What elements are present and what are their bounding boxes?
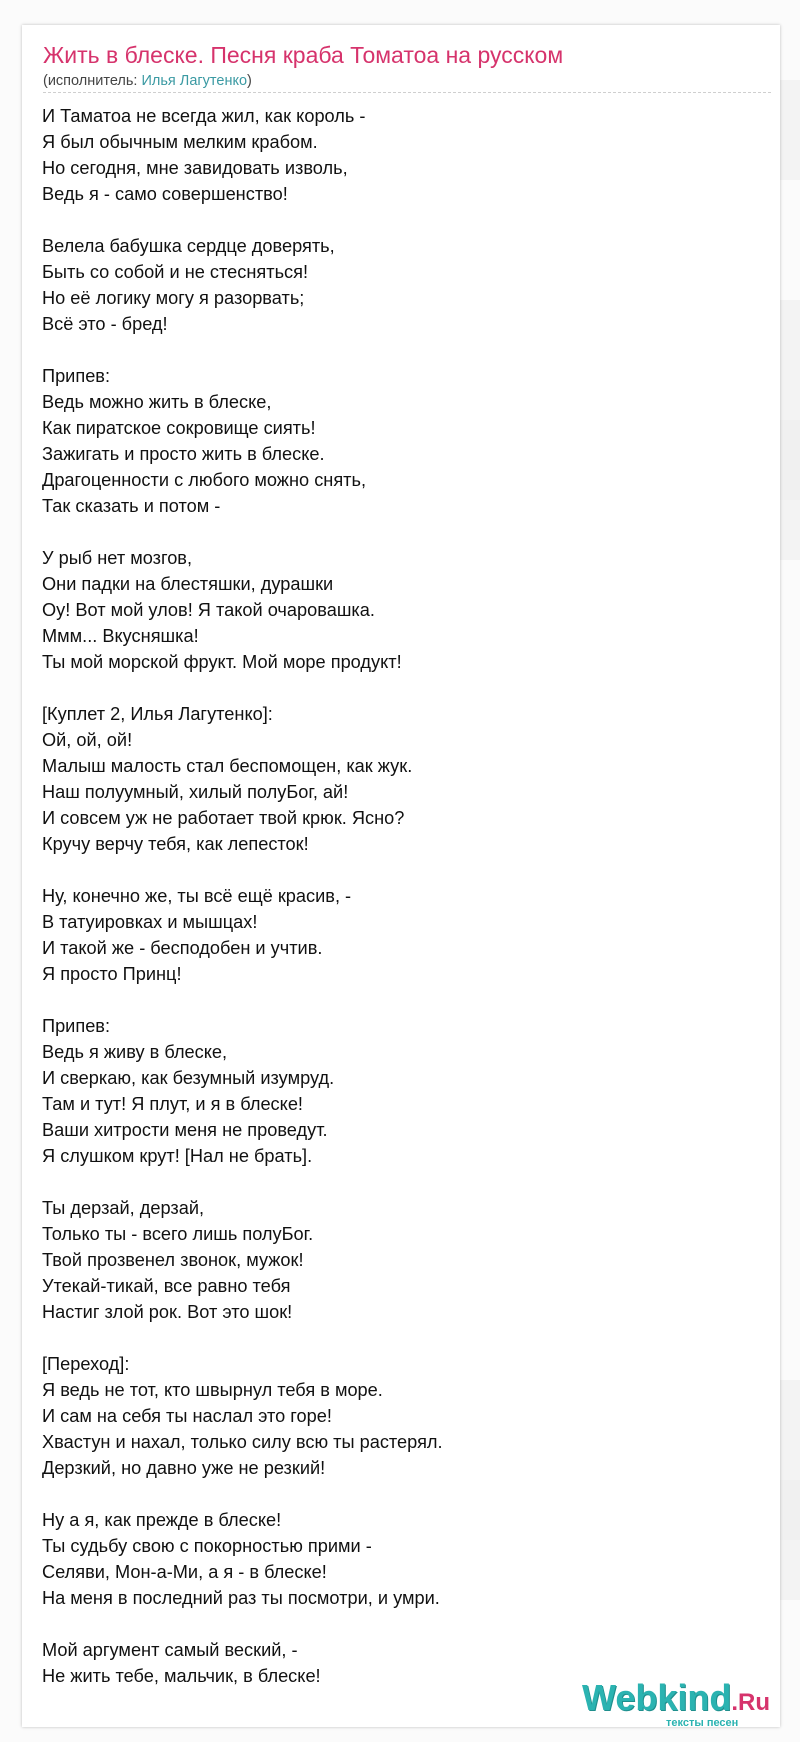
lyrics-line: Наш полуумный, хилый полуБог, ай! bbox=[42, 782, 349, 802]
lyrics-line: На меня в последний раз ты посмотри, и умри. bbox=[42, 1588, 440, 1608]
lyrics-line: Всё это - бред! bbox=[42, 314, 168, 334]
lyrics-line: Утекай-тикай, все равно тебя bbox=[42, 1276, 291, 1296]
lyrics-line: Ведь я живу в блеске, bbox=[42, 1042, 228, 1062]
lyrics-line: Там и тут! Я плут, и я в блеске! bbox=[42, 1094, 303, 1114]
lyrics-line: Я был обычным мелким крабом. bbox=[42, 132, 318, 152]
lyrics-line: Ты мой морской фрукт. Мой море продукт! bbox=[42, 652, 402, 672]
performer-suffix: ) bbox=[247, 73, 252, 89]
lyrics-line: Ведь я - само совершенство! bbox=[42, 184, 288, 204]
lyrics-line: Как пиратское сокровище сиять! bbox=[42, 418, 316, 438]
lyrics-line: [Переход]: bbox=[42, 1354, 130, 1374]
lyrics-line: Драгоценности с любого можно снять, bbox=[42, 470, 367, 490]
performer-prefix: (исполнитель: bbox=[43, 73, 142, 89]
logo-wordmark: Webkind.Ru bbox=[582, 1677, 771, 1718]
lyrics-line: Хвастун и нахал, только силу всю ты растерял. bbox=[42, 1432, 443, 1452]
performer-line bbox=[43, 73, 252, 89]
lyrics-stanza bbox=[42, 1351, 742, 1481]
lyrics-line: И сверкаю, как безумный изумруд. bbox=[42, 1068, 335, 1088]
header-divider bbox=[43, 92, 771, 93]
lyrics-text bbox=[42, 103, 742, 1715]
lyrics-line: [Куплет 2, Илья Лагутенко]: bbox=[42, 704, 273, 724]
lyrics-line: В татуировках и мышцах! bbox=[42, 912, 258, 932]
lyrics-line: Кручу верчу тебя, как лепесток! bbox=[42, 834, 309, 854]
lyrics-line: И сам на себя ты наслал это горе! bbox=[42, 1406, 332, 1426]
lyrics-stanza bbox=[42, 363, 742, 519]
lyrics-line: Но её логику могу я разорвать; bbox=[42, 288, 305, 308]
lyrics-line: Ну, конечно же, ты всё ещё красив, - bbox=[42, 886, 352, 906]
lyrics-line: Ты судьбу свою с покорностью прими - bbox=[42, 1536, 372, 1556]
lyrics-line: Мой аргумент самый веский, - bbox=[42, 1640, 298, 1660]
lyrics-line: Оу! Вот мой улов! Я такой очаровашка. bbox=[42, 600, 375, 620]
lyrics-line: Только ты - всего лишь полуБог. bbox=[42, 1224, 314, 1244]
lyrics-stanza bbox=[42, 1507, 742, 1611]
lyrics-line: Зажигать и просто жить в блеске. bbox=[42, 444, 325, 464]
lyrics-stanza bbox=[42, 1195, 742, 1325]
lyrics-stanza bbox=[42, 1013, 742, 1169]
site-logo[interactable] bbox=[582, 1677, 772, 1727]
lyrics-line: Ой, ой, ой! bbox=[42, 730, 133, 750]
lyrics-line: Ммм... Вкусняшка! bbox=[42, 626, 199, 646]
lyrics-line: Ведь можно жить в блеске, bbox=[42, 392, 272, 412]
lyrics-line: Настиг злой рок. Вот это шок! bbox=[42, 1302, 293, 1322]
lyrics-line: И совсем уж не работает твой крюк. Ясно? bbox=[42, 808, 405, 828]
lyrics-line: Ваши хитрости меня не проведут. bbox=[42, 1120, 328, 1140]
lyrics-line: И Таматоа не всегда жил, как король - bbox=[42, 106, 366, 126]
lyrics-line: Припев: bbox=[42, 366, 111, 386]
logo-tld: .Ru bbox=[731, 1689, 771, 1716]
lyrics-stanza bbox=[42, 103, 742, 207]
lyrics-line: Я ведь не тот, кто швырнул тебя в море. bbox=[42, 1380, 383, 1400]
lyrics-line: Я просто Принц! bbox=[42, 964, 182, 984]
lyrics-line: Но сегодня, мне завидовать изволь, bbox=[42, 158, 348, 178]
lyrics-stanza bbox=[42, 701, 742, 857]
lyrics-stanza bbox=[42, 545, 742, 675]
lyrics-card bbox=[22, 25, 780, 1727]
lyrics-line: Они падки на блестяшки, дурашки bbox=[42, 574, 334, 594]
lyrics-line: И такой же - бесподобен и учтив. bbox=[42, 938, 323, 958]
lyrics-line: Ну а я, как прежде в блеске! bbox=[42, 1510, 282, 1530]
lyrics-line: Селяви, Мон-а-Ми, а я - в блеске! bbox=[42, 1562, 327, 1582]
lyrics-line: У рыб нет мозгов, bbox=[42, 548, 193, 568]
lyrics-line: Дерзкий, но давно уже не резкий! bbox=[42, 1458, 326, 1478]
lyrics-line: Так сказать и потом - bbox=[42, 496, 221, 516]
lyrics-line: Велела бабушка сердце доверять, bbox=[42, 236, 335, 256]
performer-link[interactable]: Илья Лагутенко bbox=[141, 73, 248, 89]
lyrics-line: Малыш малость стал беспомощен, как жук. bbox=[42, 756, 413, 776]
lyrics-line: Не жить тебе, мальчик, в блеске! bbox=[42, 1666, 321, 1686]
lyrics-line: Твой прозвенел звонок, мужок! bbox=[42, 1250, 304, 1270]
lyrics-line: Быть со собой и не стесняться! bbox=[42, 262, 309, 282]
lyrics-line: Припев: bbox=[42, 1016, 111, 1036]
lyrics-line: Ты дерзай, дерзай, bbox=[42, 1198, 205, 1218]
lyrics-stanza bbox=[42, 883, 742, 987]
lyrics-stanza bbox=[42, 233, 742, 337]
logo-tagline: тексты песен bbox=[666, 1717, 739, 1727]
page-title: Жить в блеске. Песня краба Томатоа на русском bbox=[43, 42, 564, 68]
lyrics-line: Я слушком крут! [Нал не брать]. bbox=[42, 1146, 313, 1166]
